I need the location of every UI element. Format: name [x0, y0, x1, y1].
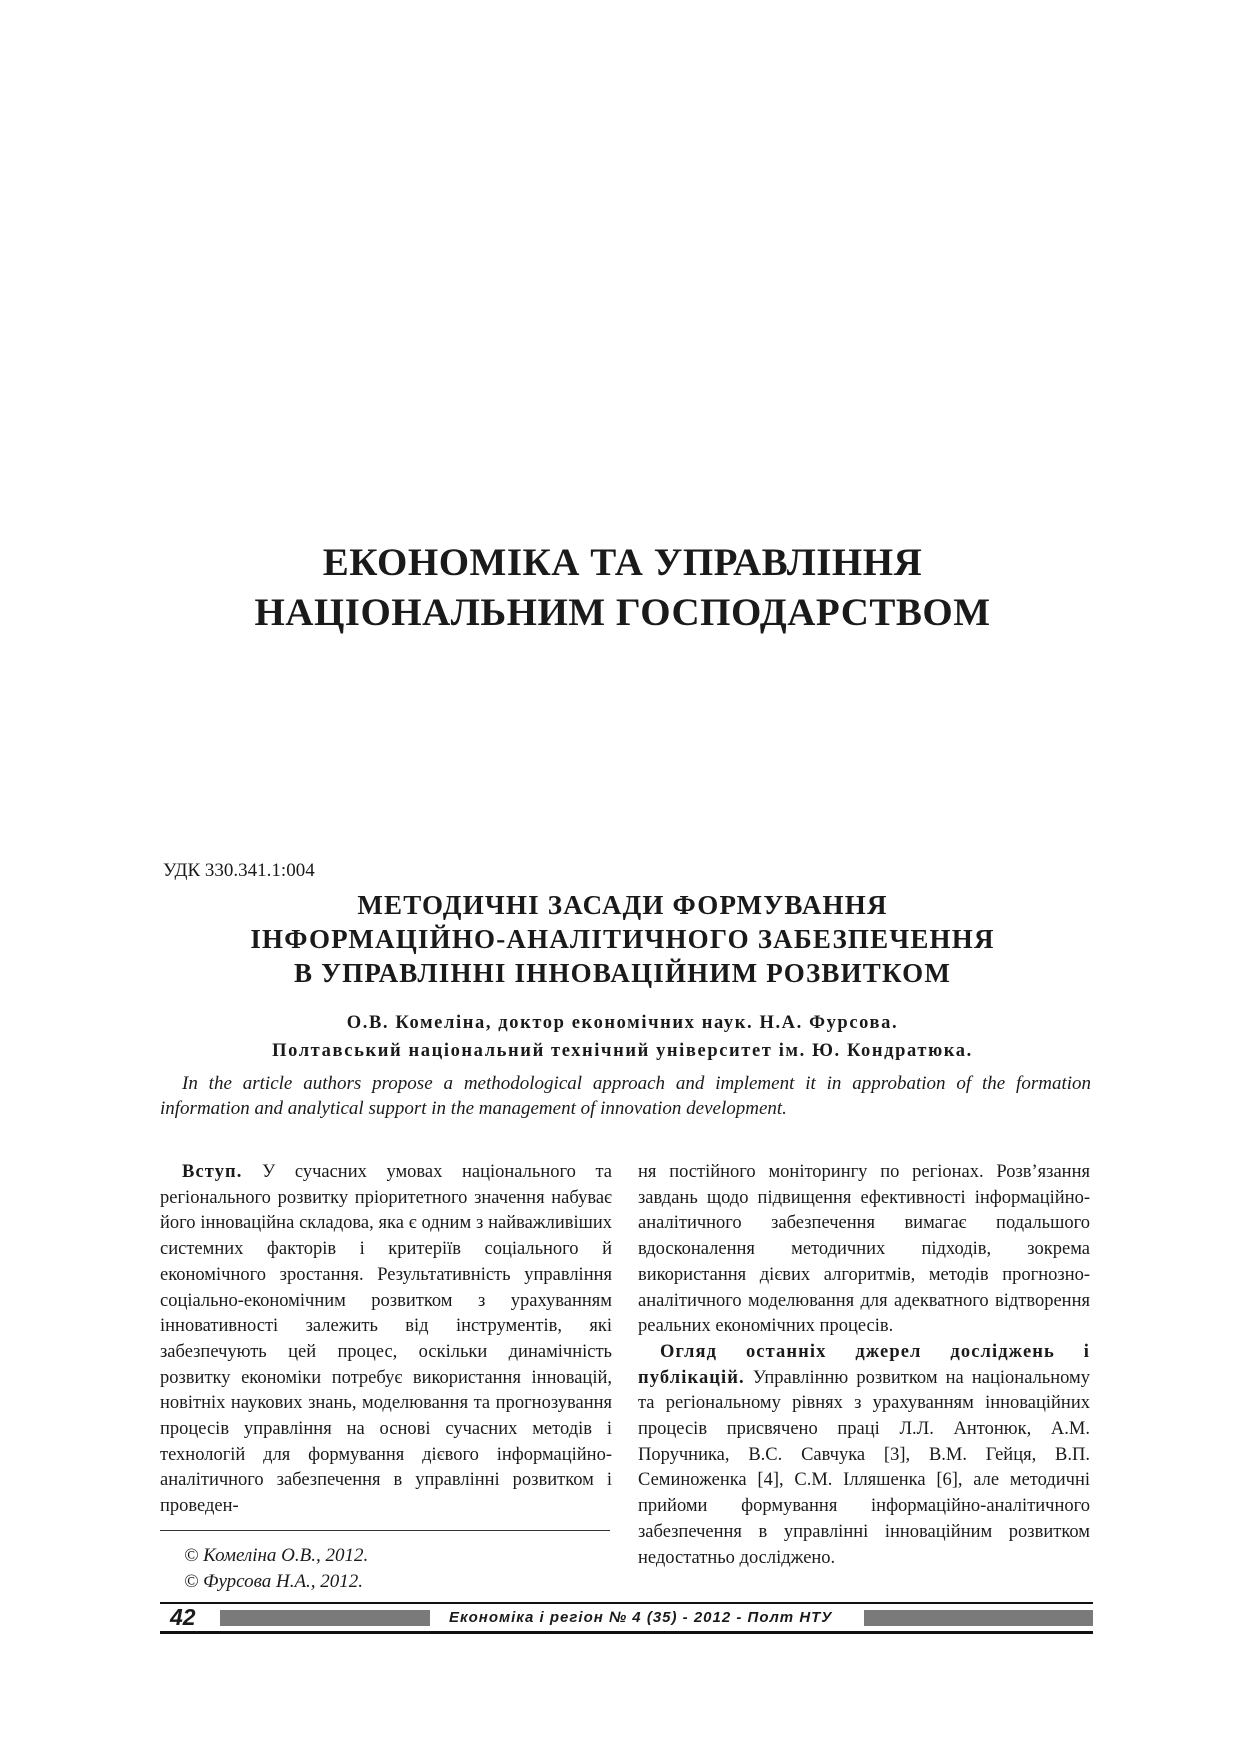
authors-line: О.В. Комеліна, доктор економічних наук. Н.А. Фурсова. — [346, 1013, 899, 1033]
article-title — [0, 888, 1245, 990]
page-number: 42 — [170, 1604, 196, 1630]
footnote-2: © Фурсова Н.А., 2012. — [184, 1571, 364, 1592]
right-column — [638, 1160, 1090, 1571]
review-label: Огляд останніх джерел досліджень і публікацій. — [638, 1341, 1090, 1388]
article-title-line-1: МЕТОДИЧНІ ЗАСАДИ ФОРМУВАННЯ — [357, 890, 888, 920]
review-paragraph — [638, 1340, 1090, 1571]
footer-rule-bottom — [160, 1631, 1093, 1634]
footnotes — [184, 1543, 368, 1595]
authors-block — [0, 1009, 1245, 1065]
left-column — [160, 1160, 612, 1520]
journal-footer: Економіка і регіон № 4 (35) - 2012 - Полт НТУ — [449, 1609, 833, 1626]
footer-bar-right — [864, 1610, 1093, 1626]
intro-paragraph — [160, 1160, 612, 1520]
article-title-line-3: В УПРАВЛІННІ ІННОВАЦІЙНИМ РОЗВИТКОМ — [293, 958, 952, 988]
section-title-line-1: ЕКОНОМІКА ТА УПРАВЛІННЯ — [322, 541, 923, 584]
footer-rule-top — [160, 1602, 1093, 1604]
intro-label: Вступ. — [182, 1162, 243, 1182]
affiliation-line: Полтавський національний технічний університет ім. Ю. Кондратюка. — [272, 1041, 973, 1061]
abstract: In the article authors propose a methodological approach and implement it in approbation of the formation information and analytical support in the management of innovation development. — [160, 1073, 1091, 1119]
section-title — [0, 538, 1245, 638]
section-title-line-2: НАЦІОНАЛЬНИМ ГОСПОДАРСТВОМ — [254, 591, 991, 634]
udk-code: УДК 330.341.1:004 — [163, 860, 315, 881]
review-text: Управлінню розвитком на національному та регіональному рівнях з урахуванням інноваційних процесів присвячено праці Л.Л. Антонюк, А.М. Поручника, В.С. Савчука [3], В.М. Гейця, В.П. Семиноженка [4], С.М. Ілляшенка [6], але методичні прийоми формування інформаційно-аналітичного забезпечення в управлінні інноваційним розвитком недостатньо досліджено. — [638, 1367, 1090, 1568]
continuation-paragraph: ня постійного моніторингу по регіонах. Розв’язання завдань щодо підвищення ефективності інформаційно-аналітичного забезпечення вимагає подальшого вдосконалення методичних підходів, зокрема використання дієвих алгоритмів, методів прогнозно-аналітичного моделювання для адекватного відтворення реальних економічних процесів. — [638, 1162, 1090, 1337]
footnote-divider — [160, 1530, 610, 1531]
intro-text: У сучасних умовах національного та регіонального розвитку пріоритетного значення набуває його інноваційна складова, яка є одним з найважливіших системних факторів і критеріїв соціального й економічного зростання. Результативність управління соціально-економічним розвитком з урахуванням інновативності залежить від інструментів, які забезпечують цей процес, оскільки динамічність розвитку економіки потребує використання інновацій, новітніх наукових знань, моделювання та прогнозування процесів управління на основі сучасних методів і технологій для формування дієвого інформаційно-аналітичного забезпечення в управлінні розвитком і проведен- — [160, 1162, 612, 1517]
footer-bar-left — [220, 1610, 430, 1626]
article-title-line-2: ІНФОРМАЦІЙНО-АНАЛІТИЧНОГО ЗАБЕЗПЕЧЕННЯ — [250, 924, 995, 954]
footnote-1: © Комеліна О.В., 2012. — [184, 1545, 369, 1566]
